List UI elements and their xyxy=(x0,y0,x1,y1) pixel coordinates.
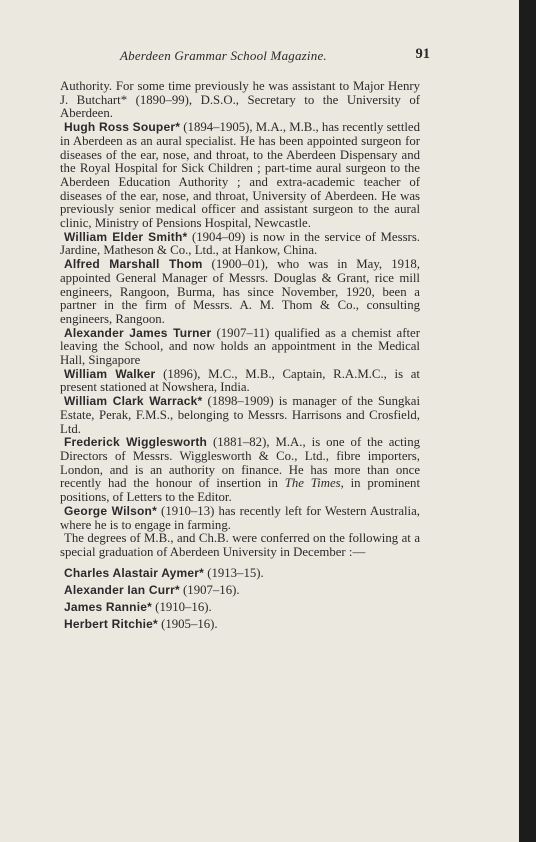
entry-paragraph xyxy=(60,121,420,231)
newspaper-title: The Times, xyxy=(284,476,344,491)
entry-text: (1894–1905), M.A., M.B., has recently settled in Aberdeen as an aural specialist. He has been appointed surgeon for diseases of the ear, nose, and throat, to the Aberdeen Dispensary and the Royal Hospital for Sick Children ; part-time aural surgeon to the Aberdeen Education Authority ; and extra-academic teacher of diseases of the ear, nose, and throat, University of Aberdeen. He was previously senior medical officer and assistant surgeon to the aural clinic, Ministry of Pensions Hospital, Newcastle. xyxy=(60,120,421,231)
entry-text: (1896), M.C., M.B., Captain, R.A.M.C., is at present stationed at Nowshera, India. xyxy=(60,366,420,395)
entry-paragraph xyxy=(60,327,420,368)
entry-paragraph xyxy=(60,395,420,436)
person-name: Alexander James Turner xyxy=(64,325,212,340)
list-item xyxy=(64,616,420,633)
person-name: Alfred Marshall Thom xyxy=(64,257,203,272)
graduates-list xyxy=(60,565,420,633)
person-name: William Walker xyxy=(64,366,156,381)
entry-paragraph xyxy=(60,231,420,258)
page-number: 91 xyxy=(415,46,430,62)
graduate-years: (1910–16). xyxy=(151,599,212,614)
article-body xyxy=(60,80,420,633)
graduate-name: Charles Alastair Aymer* xyxy=(64,565,204,580)
entry-paragraph xyxy=(60,258,420,327)
graduate-name: Herbert Ritchie* xyxy=(64,616,158,631)
person-name: Frederick Wigglesworth xyxy=(64,435,208,450)
page-header xyxy=(60,48,430,68)
list-item xyxy=(64,582,420,599)
list-item xyxy=(64,599,420,616)
graduate-years: (1907–16). xyxy=(179,582,240,597)
entry-paragraph xyxy=(60,368,420,395)
entry-text: (1910–13) has recently left for Western Australia, where he is to engage in farming. xyxy=(60,503,420,532)
entry-text: (1900–01), who was in May, 1918, appointed General Manager of Messrs. Douglas & Grant, rice mill engineers, Rangoon, Burma, has since November, 1920, been a partner in the firm of Messrs. A. M. Thom & Co., consulting engineers, Rangoon. xyxy=(60,257,421,326)
entry-text: (1907–11) qualified as a chemist after leaving the School, and now holds an appointment in the Medical Hall, Singapore xyxy=(60,325,420,368)
entry-paragraph xyxy=(60,436,420,505)
graduate-years: (1913–15). xyxy=(204,565,264,580)
running-title: Aberdeen Grammar School Magazine. xyxy=(120,48,327,63)
entry-text: (1904–09) is now in the service of Messrs. Jardine, Matheson & Co., Ltd., at Hankow, China. xyxy=(60,229,420,258)
intro-paragraph: Authority. For some time previously he was assistant to Major Henry J. Butchart* (1890–99), D.S.O., Secretary to the University of Aberdeen. xyxy=(60,79,420,121)
person-name: Hugh Ross Souper* xyxy=(64,120,181,135)
person-name: George Wilson* xyxy=(64,503,157,518)
person-name: William Clark Warrack* xyxy=(64,394,203,409)
graduate-years: (1905–16). xyxy=(157,616,218,631)
entry-text: (1898–1909) is manager of the Sungkai Estate, Perak, F.M.S., belonging to Messrs. Harrisons and Crosfield, Ltd. xyxy=(60,394,420,436)
person-name: William Elder Smith* xyxy=(64,229,188,244)
list-item xyxy=(64,565,420,582)
entry-text-after: in prominent positions, of Letters to the Editor. xyxy=(60,476,421,505)
graduate-name: Alexander Ian Curr* xyxy=(64,582,180,597)
entry-paragraph xyxy=(60,505,420,532)
degrees-paragraph: The degrees of M.B., and Ch.B. were conferred on the following at a special graduation of Aberdeen University in December :— xyxy=(60,531,420,559)
entry-text: (1881–82), M.A., is one of the acting Directors of Messrs. Wigglesworth & Co., Ltd., fibre importers, London, and is an authority on finance. He has more than once recently had the honour of insertion in xyxy=(60,435,420,491)
graduate-name: James Rannie* xyxy=(64,599,152,614)
